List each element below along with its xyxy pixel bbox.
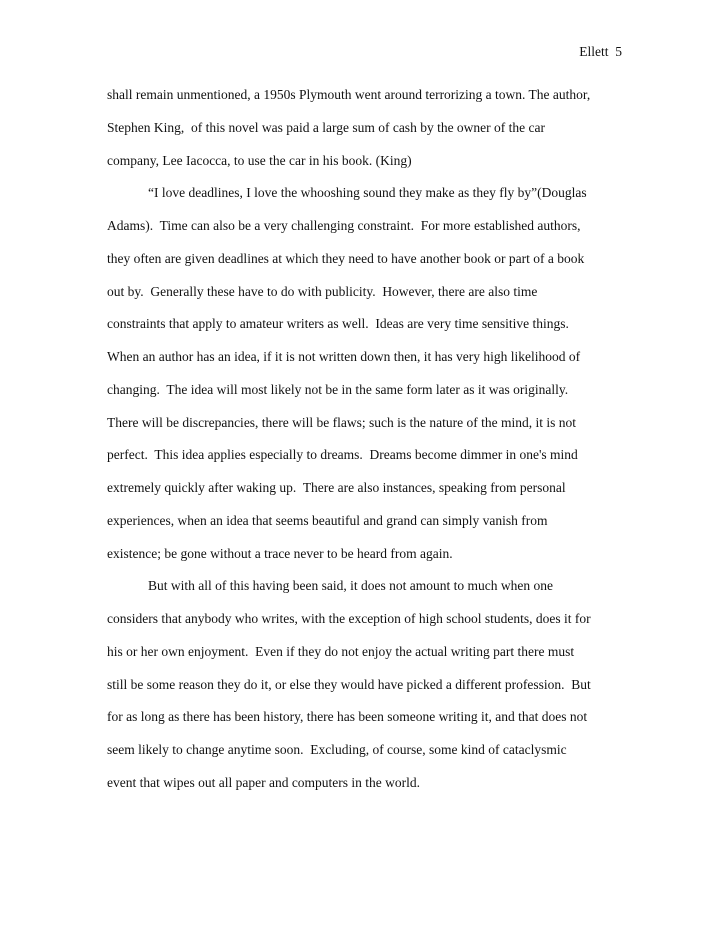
body-text	[107, 85, 627, 806]
text-line: still be some reason they do it, or else they would have picked a different profession. But	[107, 676, 591, 692]
text-line: for as long as there has been history, there has been someone writing it, and that does not	[107, 709, 588, 725]
text-line: they often are given deadlines at which they need to have another book or part of a book	[107, 250, 585, 266]
text-line: Stephen King, of this novel was paid a large sum of cash by the owner of the car	[107, 119, 546, 135]
text-line: his or her own enjoyment. Even if they do not enjoy the actual writing part there must	[107, 643, 575, 659]
paragraph-start-line: But with all of this having been said, it does not amount to much when one	[148, 578, 553, 594]
paragraph-start-line: “I love deadlines, I love the whooshing sound they make as they fly by”(Douglas	[148, 185, 587, 201]
text-line: experiences, when an idea that seems beautiful and grand can simply vanish from	[107, 512, 548, 528]
text-line: When an author has an idea, if it is not written down then, it has very high likelihood of	[107, 349, 581, 364]
text-line: Adams). Time can also be a very challenging constraint. For more established authors,	[107, 218, 581, 233]
text-line: considers that anybody who writes, with the exception of high school students, does it for	[107, 611, 591, 626]
text-line: company, Lee Iacocca, to use the car in his book. (King)	[107, 152, 412, 168]
text-line: shall remain unmentioned, a 1950s Plymouth went around terrorizing a town. The author,	[107, 87, 591, 102]
text-line: constraints that apply to amateur writers as well. Ideas are very time sensitive things.	[107, 316, 569, 332]
text-line: There will be discrepancies, there will be flaws; such is the nature of the mind, it is not	[107, 414, 576, 430]
text-line: existence; be gone without a trace never to be heard from again.	[107, 545, 453, 561]
text-line: seem likely to change anytime soon. Excluding, of course, some kind of cataclysmic	[107, 742, 567, 757]
text-line: out by. Generally these have to do with publicity. However, there are also time	[107, 283, 538, 299]
text-line: changing. The idea will most likely not be in the same form later as it was originally.	[107, 381, 569, 397]
text-line: event that wipes out all paper and computers in the world.	[107, 774, 421, 790]
running-head: Ellett 5	[579, 44, 622, 59]
text-line: perfect. This idea applies especially to dreams. Dreams become dimmer in one's mind	[107, 447, 578, 463]
text-line: extremely quickly after waking up. There are also instances, speaking from personal	[107, 480, 566, 495]
